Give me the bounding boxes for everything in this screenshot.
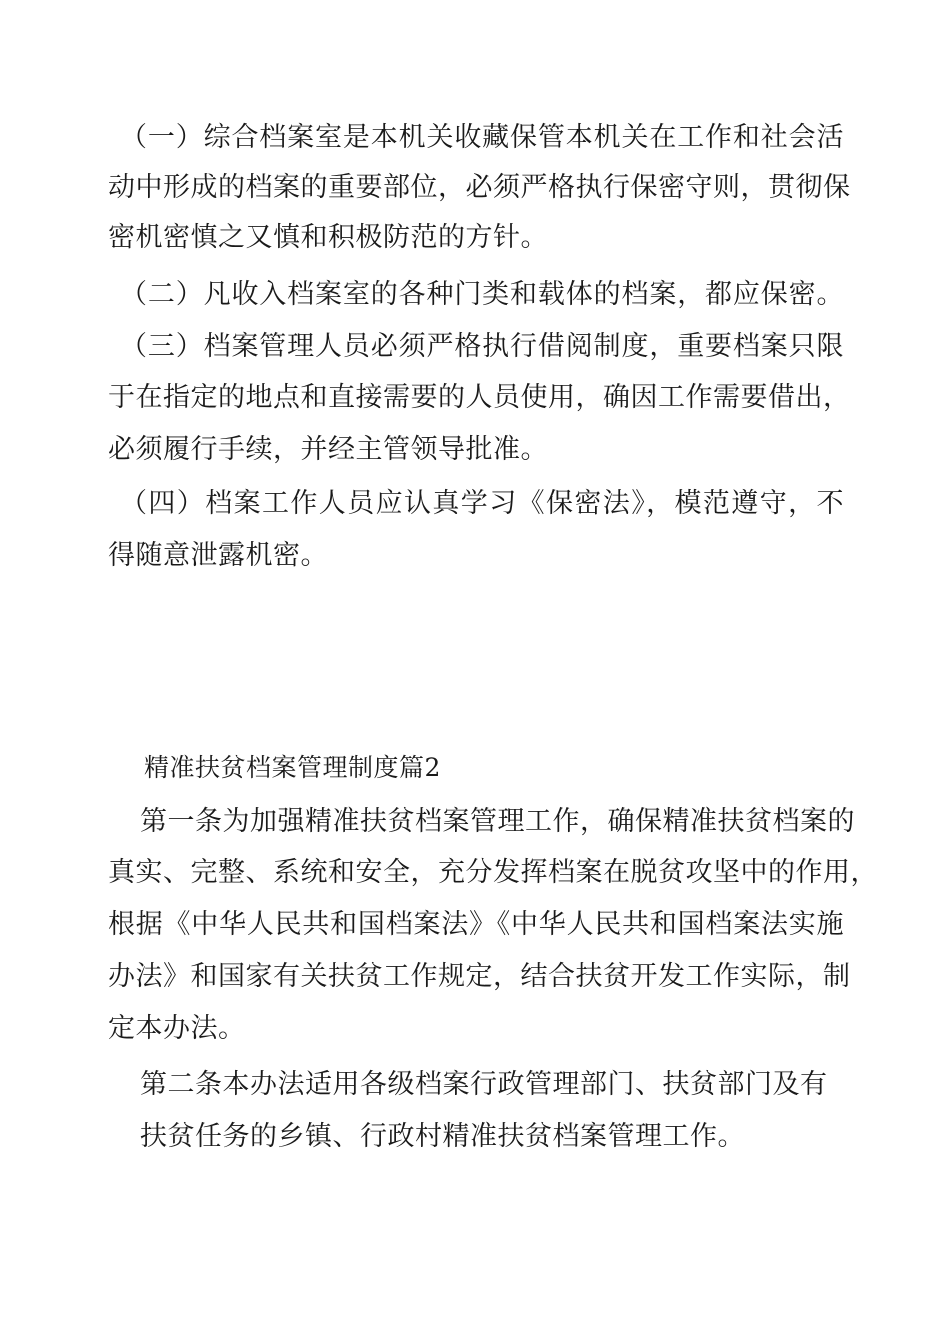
article1-line1: 第一条为加强精准扶贫档案管理工作，确保精准扶贫档案的 [140, 806, 855, 837]
para2-line1: （二）凡收入档案室的各种门类和载体的档案，都应保密。 [120, 279, 844, 310]
para4-line1: （四）档案工作人员应认真学习《保密法》，模范遵守，不 [120, 488, 844, 519]
para4-line2: 得随意泄露机密。 [108, 540, 328, 571]
para1-line3: 密机密慎之又慎和积极防范的方针。 [108, 222, 548, 253]
section-heading: 精准扶贫档案管理制度篇2 [144, 753, 441, 782]
article2-line1: 第二条本办法适用各级档案行政管理部门、扶贫部门及有 [140, 1069, 828, 1100]
para3-line2: 于在指定的地点和直接需要的人员使用，确因工作需要借出， [108, 382, 851, 413]
article1-line2: 真实、完整、系统和安全，充分发挥档案在脱贫攻坚中的作用， [108, 857, 878, 888]
para3-line1: （三）档案管理人员必须严格执行借阅制度，重要档案只限 [120, 331, 844, 362]
article2-line2: 扶贫任务的乡镇、行政村精准扶贫档案管理工作。 [140, 1121, 745, 1152]
article1-line3: 根据《中华人民共和国档案法》《中华人民共和国档案法实施 [108, 909, 844, 940]
article1-line5: 定本办法。 [108, 1013, 246, 1044]
para1-line2: 动中形成的档案的重要部位，必须严格执行保密守则，贯彻保 [108, 172, 851, 203]
para1-line1: （一）综合档案室是本机关收藏保管本机关在工作和社会活 [120, 122, 844, 153]
para3-line3: 必须履行手续，并经主管领导批准。 [108, 434, 548, 465]
article1-line4: 办法》和国家有关扶贫工作规定，结合扶贫开发工作实际，制 [108, 961, 851, 992]
